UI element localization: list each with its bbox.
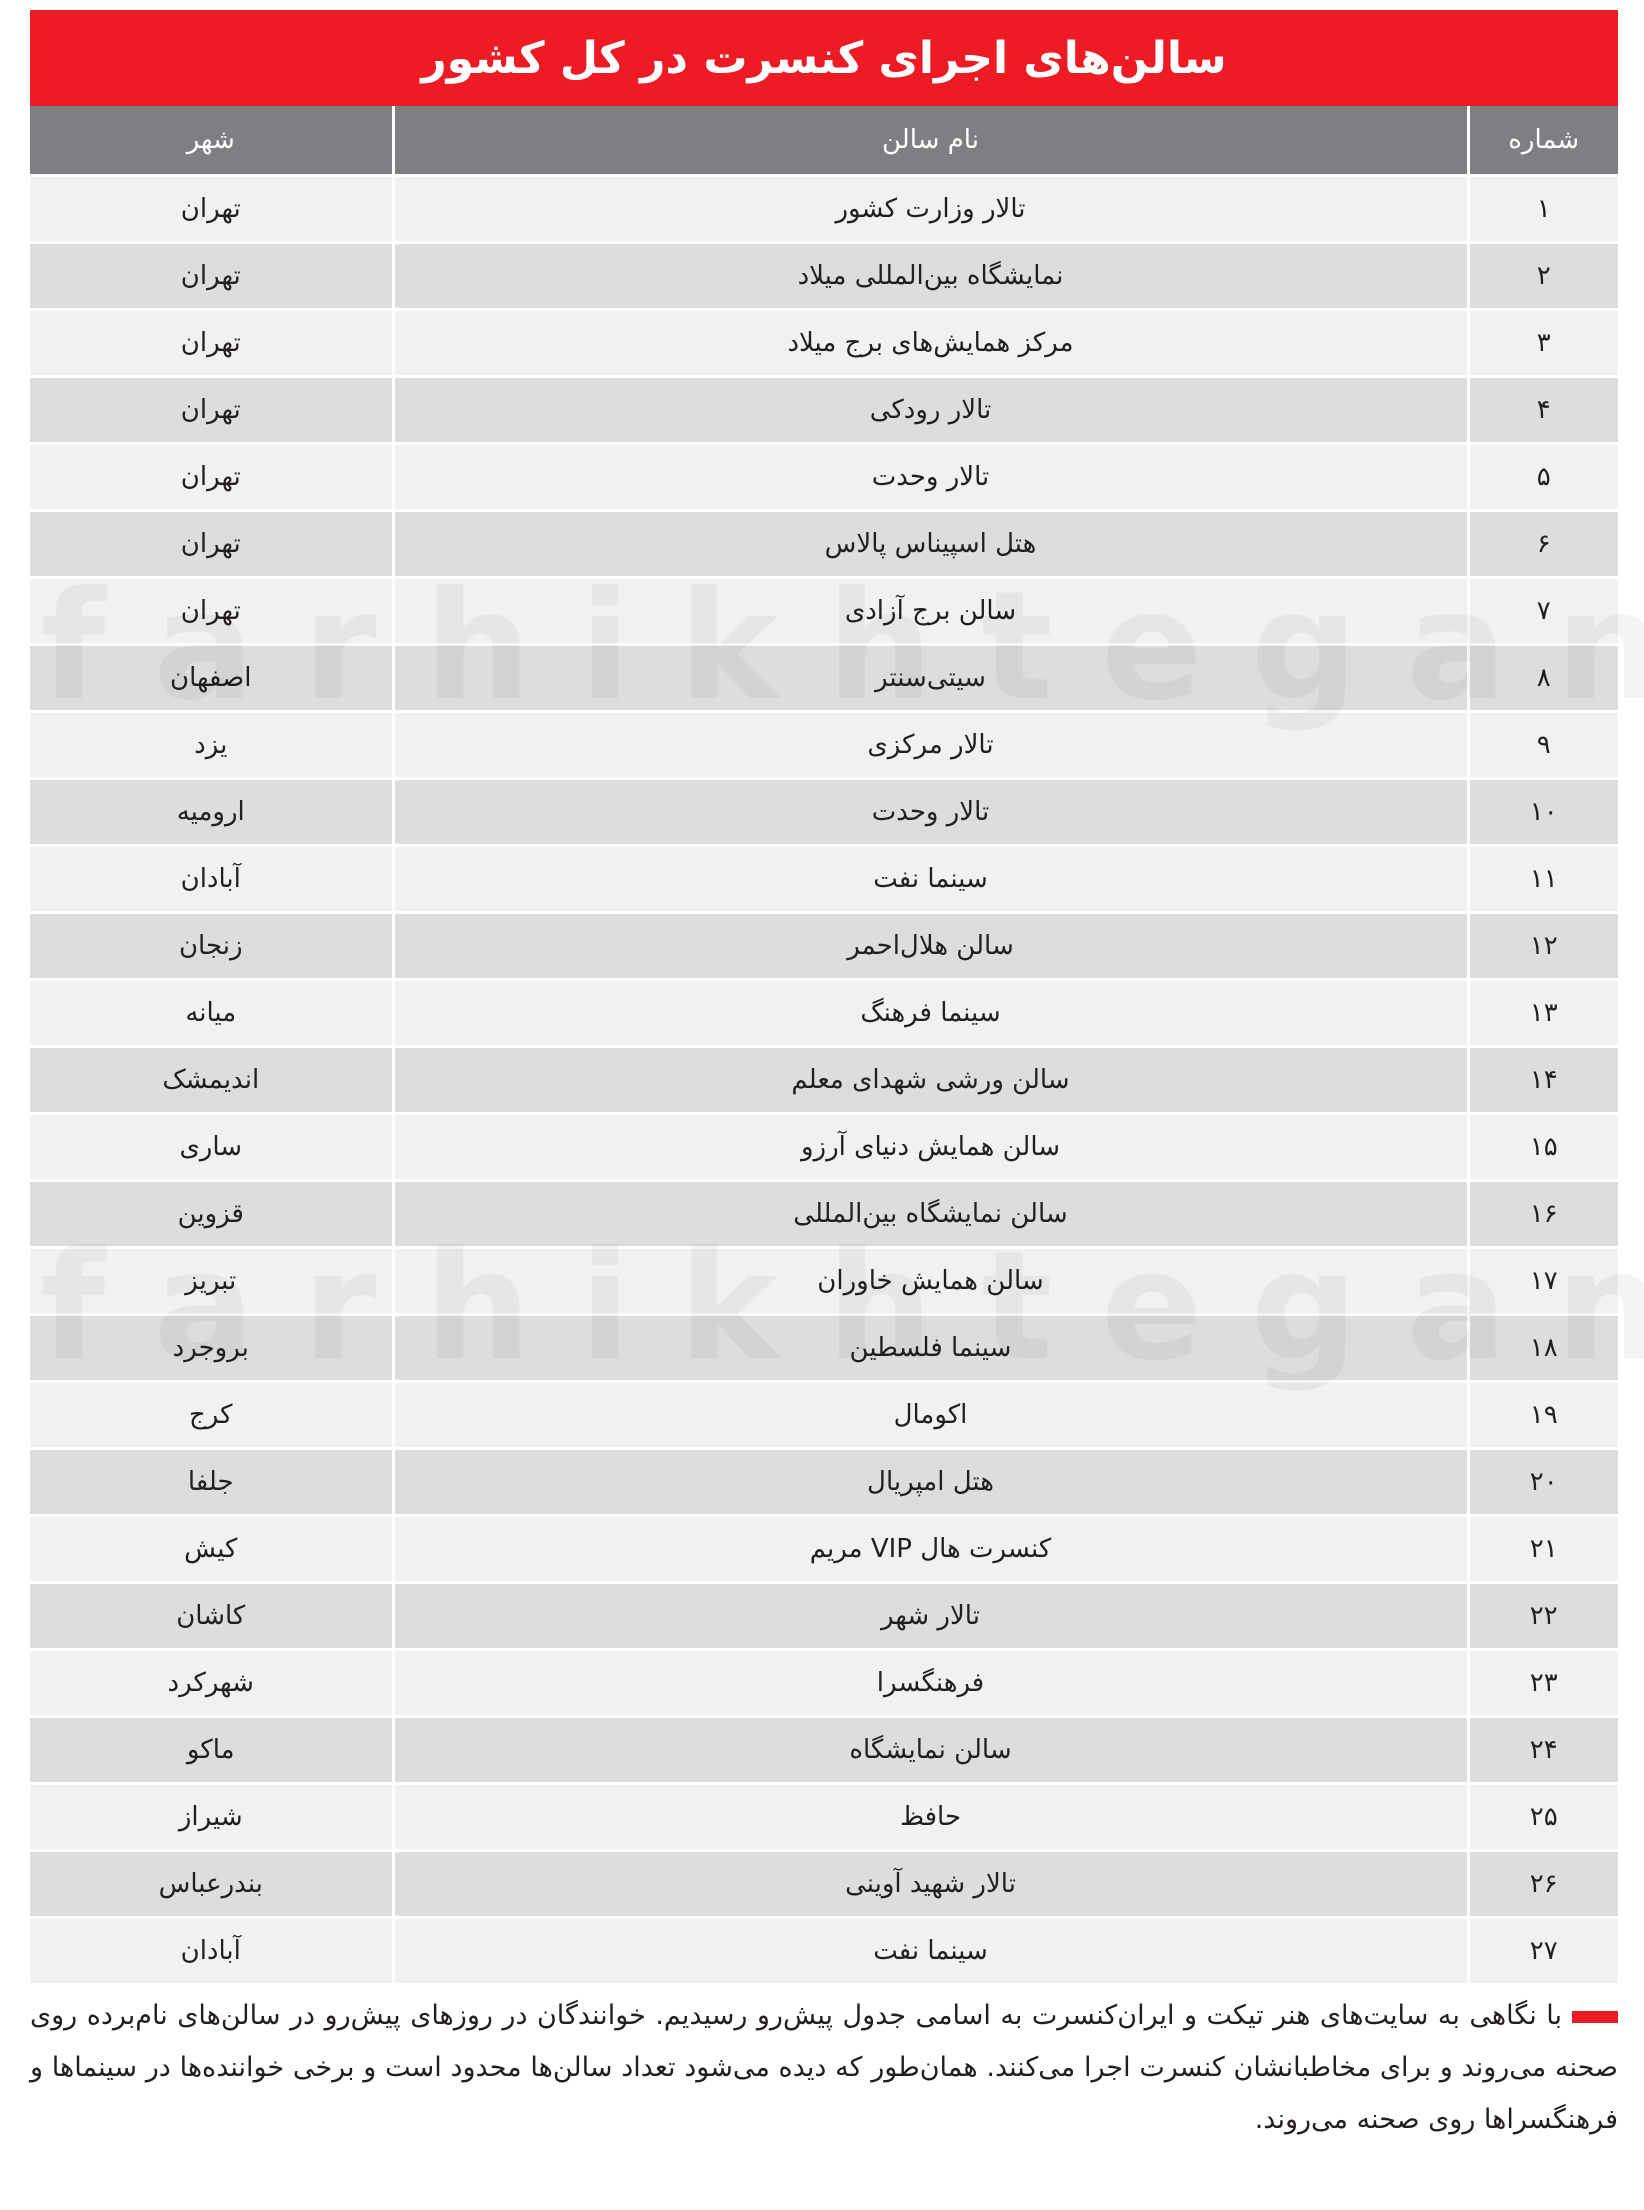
table-row xyxy=(30,913,1618,980)
cell-number: ۲۶ xyxy=(1468,1851,1618,1918)
cell-city: بروجرد xyxy=(30,1315,393,1382)
table-row xyxy=(30,1449,1618,1516)
cell-number: ۲۴ xyxy=(1468,1717,1618,1784)
cell-number: ۲۰ xyxy=(1468,1449,1618,1516)
cell-city: ماکو xyxy=(30,1717,393,1784)
table-row xyxy=(30,377,1618,444)
cell-number: ۲۵ xyxy=(1468,1784,1618,1851)
cell-city: قزوین xyxy=(30,1181,393,1248)
cell-hall-name: سالن برج آزادی xyxy=(393,578,1468,645)
cell-city: زنجان xyxy=(30,913,393,980)
cell-hall-name: هتل اسپیناس پالاس xyxy=(393,511,1468,578)
table-row xyxy=(30,578,1618,645)
cell-number: ۱۷ xyxy=(1468,1248,1618,1315)
cell-hall-name: سینما فلسطین xyxy=(393,1315,1468,1382)
cell-number: ۲۱ xyxy=(1468,1516,1618,1583)
table-row xyxy=(30,645,1618,712)
cell-hall-name: فرهنگسرا xyxy=(393,1650,1468,1717)
cell-city: تهران xyxy=(30,578,393,645)
table-row xyxy=(30,1248,1618,1315)
table-row xyxy=(30,511,1618,578)
table-row xyxy=(30,712,1618,779)
cell-hall-name: سالن همایش دنیای آرزو xyxy=(393,1114,1468,1181)
cell-city: اندیمشک xyxy=(30,1047,393,1114)
table-row xyxy=(30,846,1618,913)
cell-hall-name: تالار وزارت کشور xyxy=(393,176,1468,243)
cell-hall-name: هتل امپریال xyxy=(393,1449,1468,1516)
cell-hall-name: تالار شهید آوینی xyxy=(393,1851,1468,1918)
column-header-number: شماره xyxy=(1468,106,1618,176)
table-row xyxy=(30,310,1618,377)
cell-city: یزد xyxy=(30,712,393,779)
cell-city: جلفا xyxy=(30,1449,393,1516)
table-row xyxy=(30,1650,1618,1717)
footer-paragraph xyxy=(30,1990,1618,2146)
cell-city: شیراز xyxy=(30,1784,393,1851)
footer-text: با نگاهی به سایت‌های هنر تیکت و ایران‌کنسرت به اسامی جدول پیش‌رو رسیدیم. خوانندگان در روزهای پیش‌رو در سالن‌های نام‌برده روی صحنه می‌روند و برای مخاطبانشان کنسرت اجرا می‌کنند. همان‌طور که دیده می‌شود تعداد سالن‌ها محدود است و برخی خواننده‌ها در سینماها و فرهنگسراها روی صحنه می‌روند. xyxy=(30,2000,1618,2135)
cell-number: ۹ xyxy=(1468,712,1618,779)
cell-hall-name: سینما نفت xyxy=(393,846,1468,913)
cell-number: ۶ xyxy=(1468,511,1618,578)
cell-hall-name: سیتی‌سنتر xyxy=(393,645,1468,712)
cell-hall-name: تالار رودکی xyxy=(393,377,1468,444)
cell-hall-name: تالار وحدت xyxy=(393,444,1468,511)
cell-city: میانه xyxy=(30,980,393,1047)
cell-number: ۱۲ xyxy=(1468,913,1618,980)
cell-number: ۱۹ xyxy=(1468,1382,1618,1449)
cell-city: تهران xyxy=(30,176,393,243)
cell-number: ۲۲ xyxy=(1468,1583,1618,1650)
cell-hall-name: سالن نمایشگاه xyxy=(393,1717,1468,1784)
cell-number: ۱۶ xyxy=(1468,1181,1618,1248)
table-row xyxy=(30,1784,1618,1851)
cell-number: ۲۳ xyxy=(1468,1650,1618,1717)
cell-number: ۱۴ xyxy=(1468,1047,1618,1114)
table-row xyxy=(30,444,1618,511)
cell-city: تهران xyxy=(30,377,393,444)
cell-hall-name: سالن همایش خاوران xyxy=(393,1248,1468,1315)
cell-city: تهران xyxy=(30,511,393,578)
table-row xyxy=(30,1583,1618,1650)
table-row xyxy=(30,1114,1618,1181)
table-row xyxy=(30,1181,1618,1248)
cell-hall-name: حافظ xyxy=(393,1784,1468,1851)
table-row xyxy=(30,1851,1618,1918)
cell-hall-name: نمایشگاه بین‌المللی میلاد xyxy=(393,243,1468,310)
cell-hall-name: سینما نفت xyxy=(393,1918,1468,1984)
cell-city: تهران xyxy=(30,310,393,377)
cell-hall-name: اکومال xyxy=(393,1382,1468,1449)
cell-hall-name: سالن هلال‌احمر xyxy=(393,913,1468,980)
table-row xyxy=(30,779,1618,846)
cell-number: ۱۸ xyxy=(1468,1315,1618,1382)
table-row xyxy=(30,243,1618,310)
cell-number: ۱ xyxy=(1468,176,1618,243)
cell-city: کیش xyxy=(30,1516,393,1583)
cell-city: آبادان xyxy=(30,846,393,913)
table-row xyxy=(30,980,1618,1047)
cell-city: تهران xyxy=(30,444,393,511)
halls-table xyxy=(30,106,1618,1983)
cell-number: ۵ xyxy=(1468,444,1618,511)
paragraph-marker-icon xyxy=(1572,2011,1618,2023)
cell-city: ساری xyxy=(30,1114,393,1181)
cell-city: اصفهان xyxy=(30,645,393,712)
cell-number: ۱۳ xyxy=(1468,980,1618,1047)
cell-hall-name: مرکز همایش‌های برج میلاد xyxy=(393,310,1468,377)
cell-number: ۳ xyxy=(1468,310,1618,377)
cell-city: آبادان xyxy=(30,1918,393,1984)
cell-number: ۷ xyxy=(1468,578,1618,645)
table-header-row xyxy=(30,106,1618,176)
table-row xyxy=(30,1717,1618,1784)
cell-city: کاشان xyxy=(30,1583,393,1650)
table-row xyxy=(30,176,1618,243)
cell-hall-name: تالار شهر xyxy=(393,1583,1468,1650)
cell-city: ارومیه xyxy=(30,779,393,846)
table-container xyxy=(30,10,1618,1983)
column-header-city: شهر xyxy=(30,106,393,176)
cell-number: ۲۷ xyxy=(1468,1918,1618,1984)
table-row xyxy=(30,1382,1618,1449)
cell-number: ۲ xyxy=(1468,243,1618,310)
cell-city: تهران xyxy=(30,243,393,310)
cell-number: ۸ xyxy=(1468,645,1618,712)
cell-hall-name: سالن ورشی شهدای معلم xyxy=(393,1047,1468,1114)
cell-hall-name: تالار وحدت xyxy=(393,779,1468,846)
cell-number: ۱۰ xyxy=(1468,779,1618,846)
cell-city: بندرعباس xyxy=(30,1851,393,1918)
table-row xyxy=(30,1047,1618,1114)
cell-city: تبریز xyxy=(30,1248,393,1315)
cell-number: ۴ xyxy=(1468,377,1618,444)
cell-hall-name: سالن نمایشگاه بین‌المللی xyxy=(393,1181,1468,1248)
cell-city: شهرکرد xyxy=(30,1650,393,1717)
cell-hall-name: تالار مرکزی xyxy=(393,712,1468,779)
cell-number: ۱۱ xyxy=(1468,846,1618,913)
table-row xyxy=(30,1918,1618,1984)
page-title: سالن‌های اجرای کنسرت در کل کشور xyxy=(30,10,1618,106)
cell-hall-name: سینما فرهنگ xyxy=(393,980,1468,1047)
cell-city: کرج xyxy=(30,1382,393,1449)
cell-number: ۱۵ xyxy=(1468,1114,1618,1181)
table-row xyxy=(30,1516,1618,1583)
table-row xyxy=(30,1315,1618,1382)
column-header-hall: نام سالن xyxy=(393,106,1468,176)
cell-hall-name: کنسرت هال VIP مریم xyxy=(393,1516,1468,1583)
